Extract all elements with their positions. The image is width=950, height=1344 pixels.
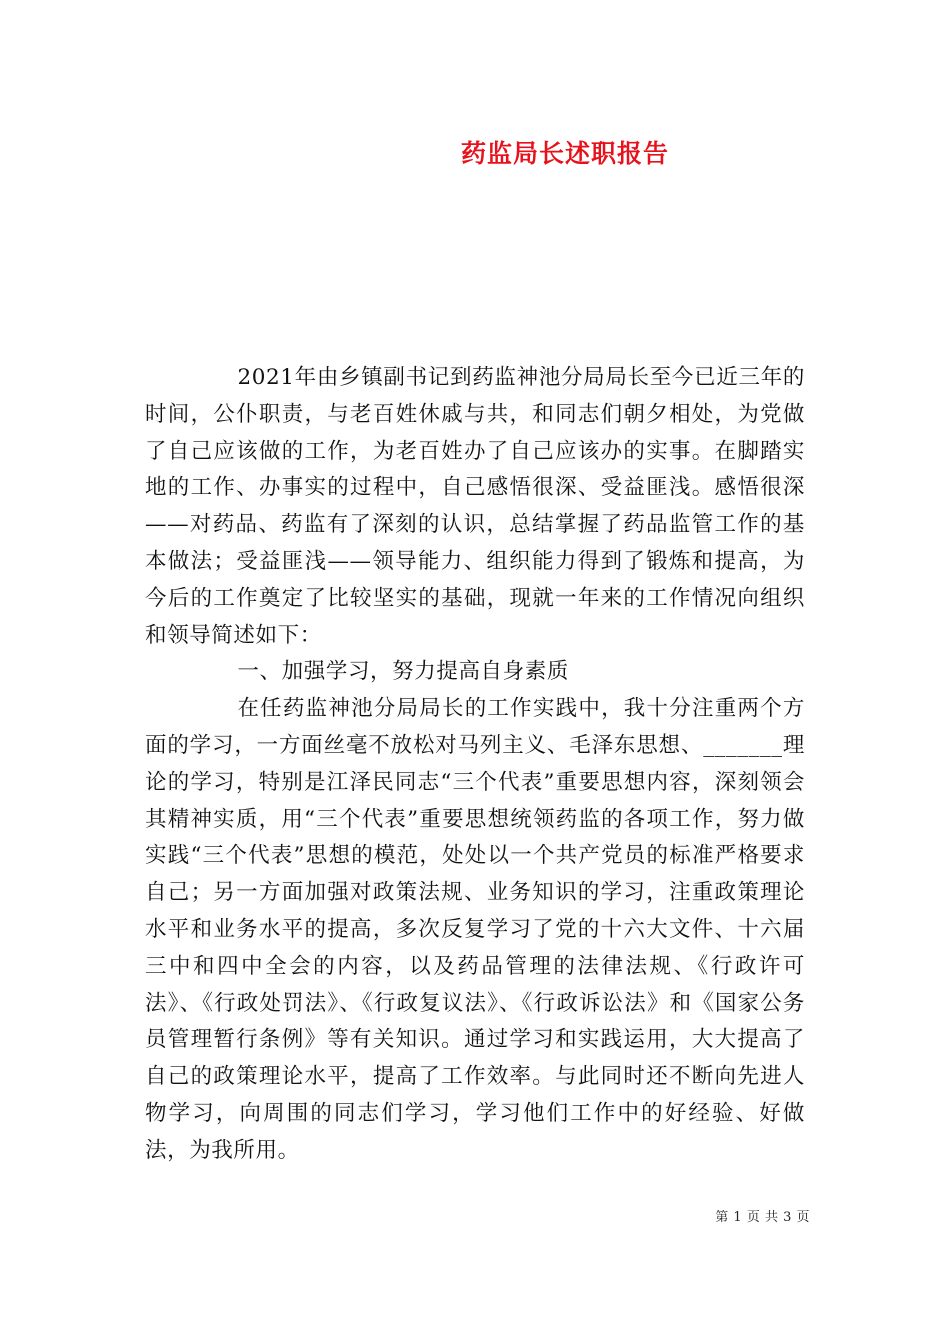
page-footer: 第 1 页 共 3 页 <box>715 1210 810 1225</box>
section-1-paragraph: 在任药监神池分局局长的工作实践中，我十分注重两个方面的学习，一方面丝毫不放松对马列主义、毛泽东思想、_______理论的学习，特别是江泽民同志“三个代表”重要思想内容，深刻领会其精神实质，用“三个代表”重要思想统领药监的各项工作，努力做实践“三个代表”思想的模范，处处以一个共产党员的标准严格要求自己；另一方面加强对政策法规、业务知识的学习，注重政策理论水平和业务水平的提高，多次反复学习了党的十六大文件、十六届三中和四中全会的内容，以及药品管理的法律法规、《行政许可法》、《行政处罚法》、《行政复议法》、《行政诉讼法》和《国家公务员管理暂行条例》等有关知识。通过学习和实践运用，大大提高了自己的政策理论水平，提高了工作效率。与此同时还不断向先进人物学习，向周围的同志们学习，学习他们工作中的好经验、好做法，为我所用。 <box>145 696 805 1163</box>
document-title: 药监局长述职报告 <box>460 139 669 168</box>
document-body <box>145 360 805 1170</box>
intro-paragraph: 2021年由乡镇副书记到药监神池分局局长至今已近三年的时间，公仆职责，与老百姓休戚与共，和同志们朝夕相处，为党做了自己应该做的工作，为老百姓办了自己应该办的实事。在脚踏实地的工作、办事实的过程中，自己感悟很深、受益匪浅。感悟很深——对药品、药监有了深刻的认识，总结掌握了药品监管工作的基本做法；受益匪浅——领导能力、组织能力得到了锻炼和提高，为今后的工作奠定了比较坚实的基础，现就一年来的工作情况向组织和领导简述如下： <box>145 365 805 648</box>
section-heading-1: 一、加强学习，努力提高自身素质 <box>237 659 569 685</box>
